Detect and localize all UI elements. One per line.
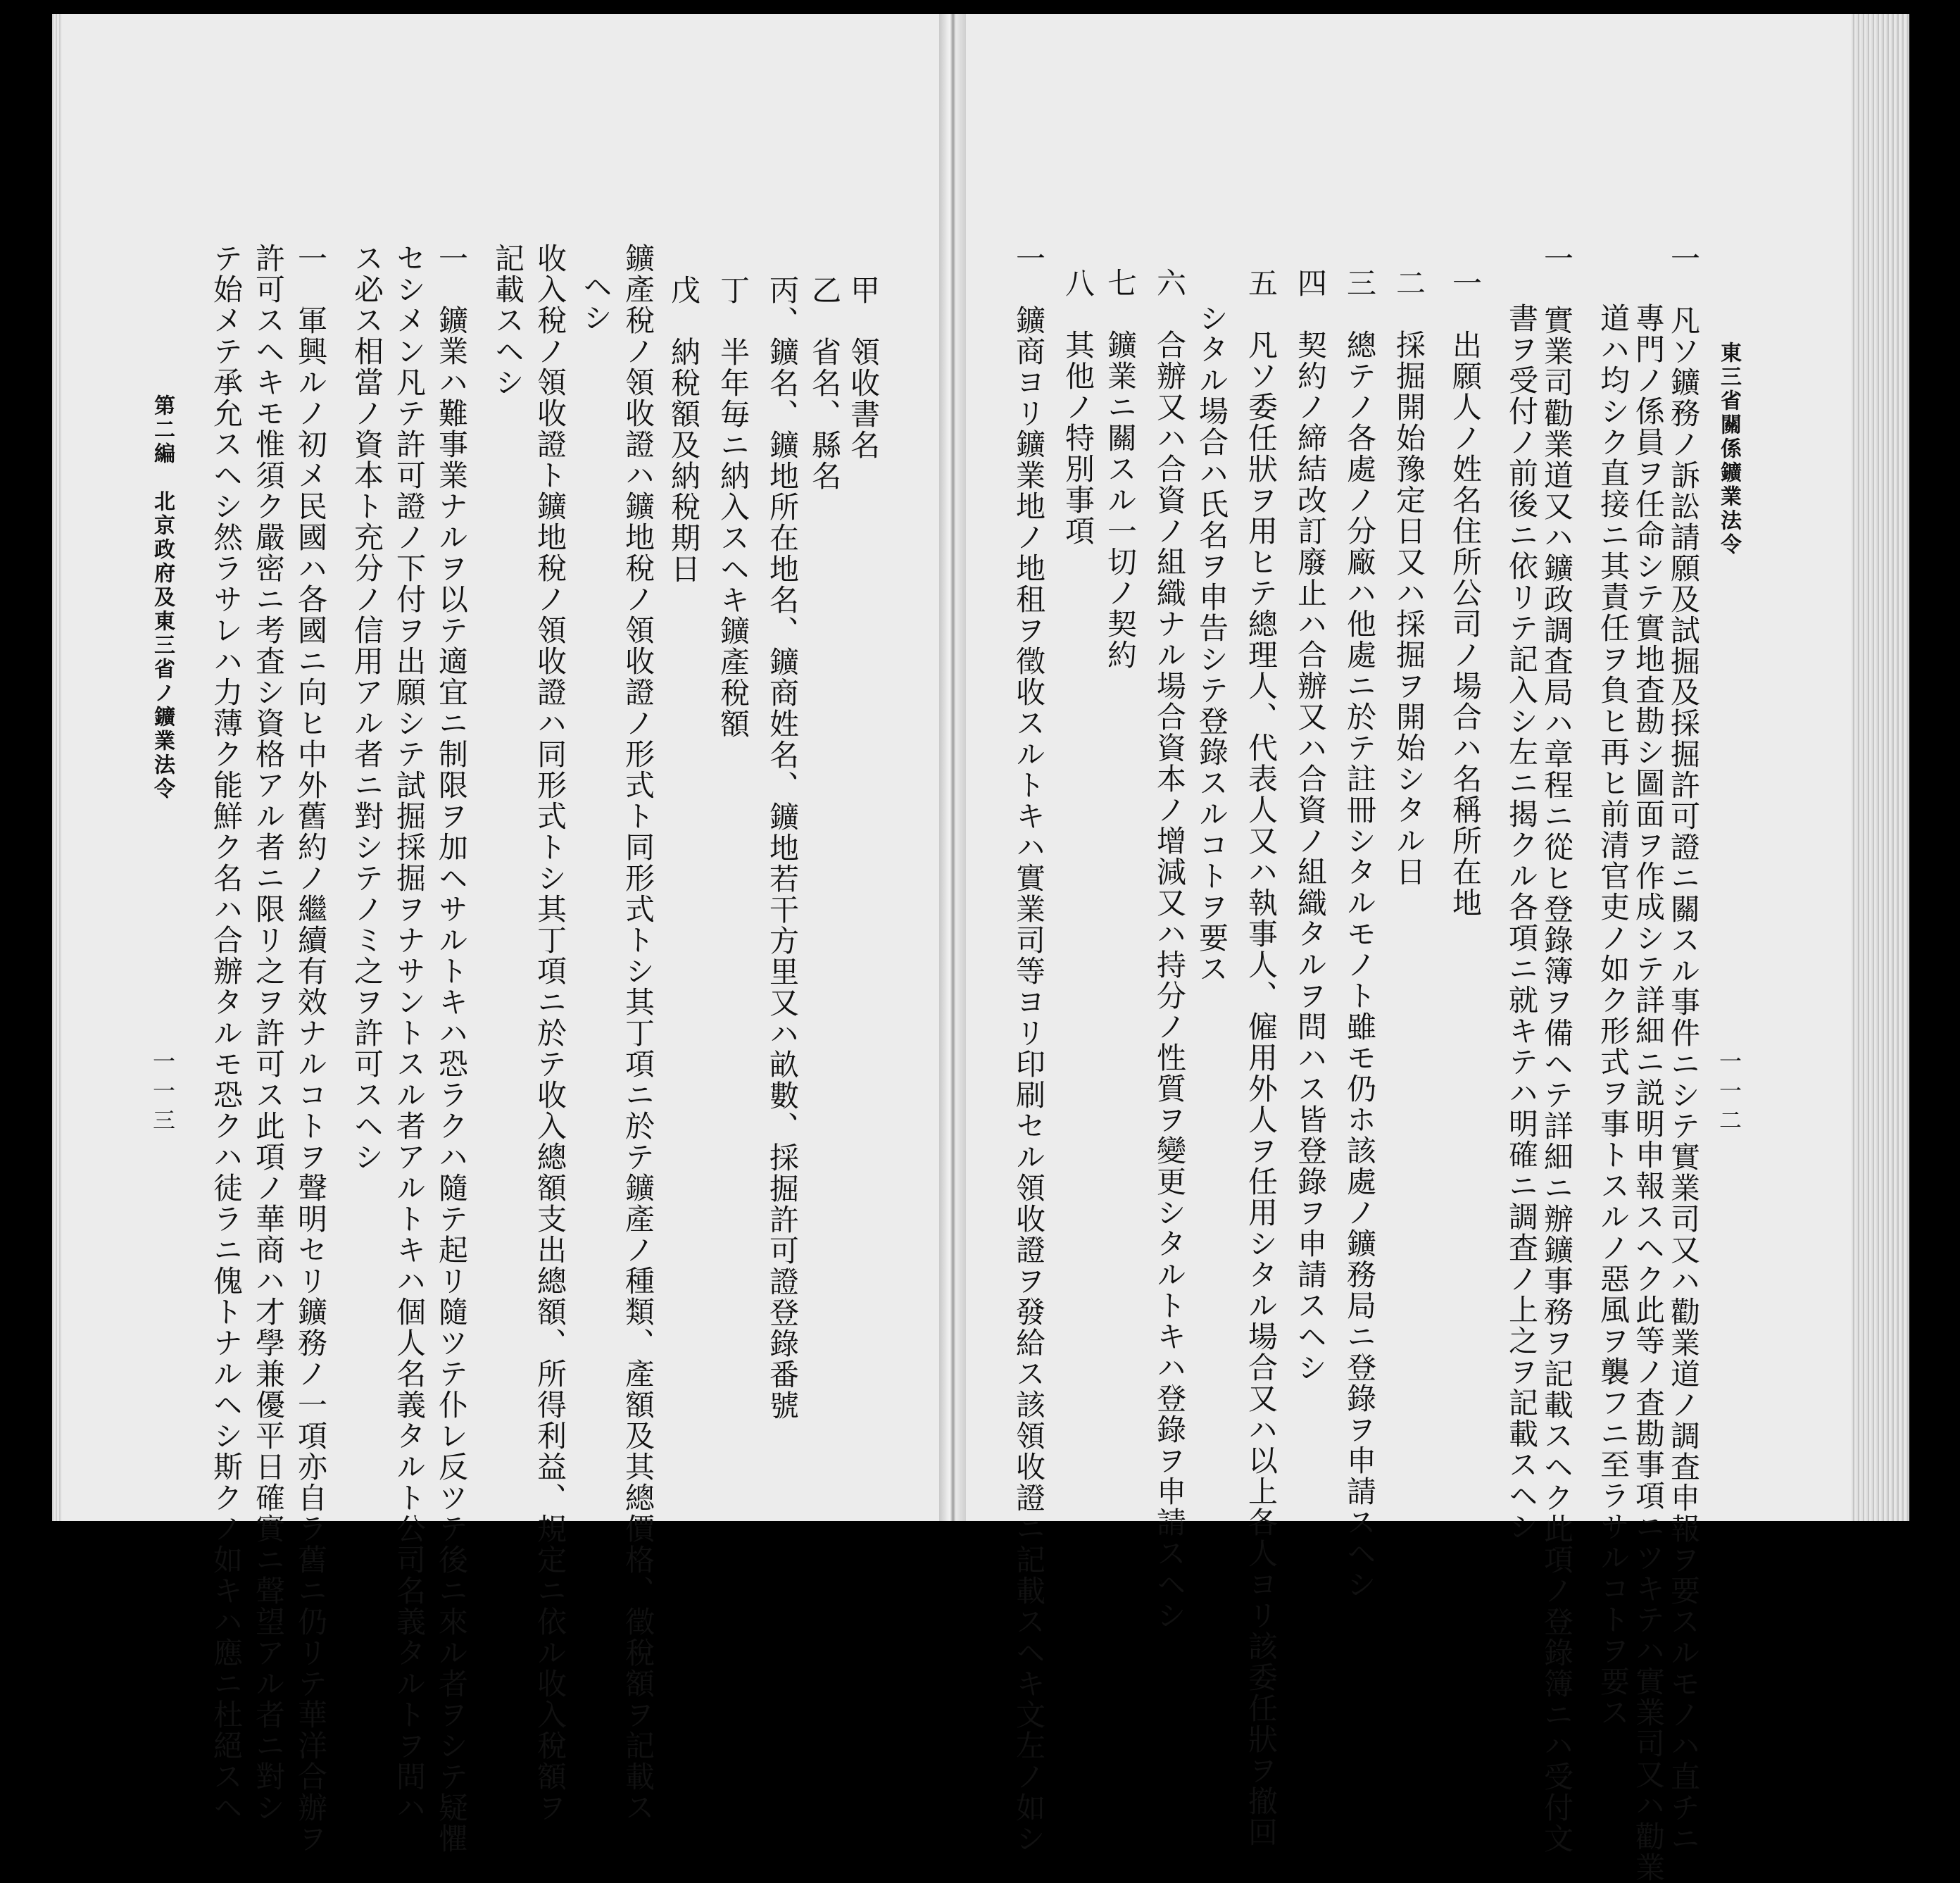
text-column: 一 實業司勸業道又ハ鑛政調査局ハ章程ニ從ヒ登錄簿ヲ備ヘテ詳細ニ辦鑛事務ヲ記載スヘク此項ノ登錄簿ニハ受付文 xyxy=(1540,243,1574,1854)
right-page xyxy=(966,14,1909,1521)
text-column: 一 鑛業ハ難事業ナルヲ以テ適宜ニ制限ヲ加ヘサルトキハ恐ラクハ隨テ起リ隨ツテ仆レ反ツテ後ニ來ル者ヲシテ疑懼 xyxy=(434,243,469,1854)
text-column: ヘシ xyxy=(579,271,613,333)
text-column: 六 合辦又ハ合資ノ組織ナル場合資本ノ增減又ハ持分ノ性質ヲ變更シタルトキハ登錄ヲ申請スヘシ xyxy=(1152,268,1187,1631)
text-column: 三 總テノ各處ノ分廠ハ他處ニ於テ註冊シタルモノト雖モ仍ホ該處ノ鑛務局ニ登錄ヲ申請スヘシ xyxy=(1343,268,1377,1600)
running-header: 東三省關係鑛業法令 xyxy=(1716,342,1741,557)
text-column: 書ヲ受付ノ前後ニ依リテ記入シ左ニ揭クル各項ニ就キテハ明確ニ調査ノ上之ヲ記載スヘシ xyxy=(1504,303,1539,1542)
left-page xyxy=(52,14,939,1521)
book-spine xyxy=(939,14,966,1521)
text-column: 一 鑛商ヨリ鑛業地ノ地租ヲ徵收スルトキハ實業司等ヨリ印刷セル領收證ヲ發給ス該領收證ニ記載スヘキ文左ノ如シ xyxy=(1012,243,1046,1854)
text-column: シタル場合ハ氏名ヲ申告シテ登錄スルコトヲ要ス xyxy=(1195,303,1229,984)
text-column: 鑛產稅ノ領收證ハ鑛地稅ノ領收證ノ形式ト同形式トシ其丁項ニ於テ鑛產ノ種類、產額及其總價格、徵稅額ヲ記載ス xyxy=(621,243,655,1823)
text-column: 五 凡ソ委任狀ヲ用ヒテ總理人、代表人又ハ執事人、僱用外人ヲ任用シタル場合又ハ以上各人ヨリ該委任狀ヲ撤回 xyxy=(1244,268,1279,1848)
left-page-edge xyxy=(52,14,62,1521)
text-column: ス必ス相當ノ資本ト充分ノ信用アル者ニ對シテノミ之ヲ許可スヘシ xyxy=(350,243,384,1172)
page-number-right: 一一二 xyxy=(1716,1049,1742,1138)
text-column: 甲 領收書名 xyxy=(846,275,881,461)
page-number-left: 一一三 xyxy=(149,1049,176,1138)
right-page-edge xyxy=(1852,14,1909,1521)
text-column: 丙、鑛名、鑛地所在地名、鑛商姓名、鑛地若干方里又ハ畝數、採掘許可證登錄番號 xyxy=(765,275,800,1421)
text-column: 乙 省名、縣名 xyxy=(808,275,842,492)
text-column: 二 採掘開始豫定日又ハ採掘ヲ開始シタル日 xyxy=(1392,268,1426,887)
text-column: 戊 納稅額及納稅期日 xyxy=(667,275,701,584)
text-column: 八 其他ノ特別事項 xyxy=(1061,268,1095,546)
text-column: 道ハ均シク直接ニ其責任ヲ負ヒ再ヒ前清官吏ノ如ク形式ヲ事トスルノ惡風ヲ襲フニ至ラサルコトヲ要ス xyxy=(1596,303,1631,1728)
text-column: 記載スヘシ xyxy=(491,243,525,398)
page-footer: 第二編 北京政府及東三省ノ鑛業法令 xyxy=(150,394,175,801)
text-column: 一 凡ソ鑛務ノ訴訟請願及試掘及採掘許可證ニ關スル事件ニシテ實業司又ハ勸業道ノ調査申報ヲ要スルモノハ直チニ xyxy=(1666,243,1701,1854)
text-column: 許可スヘキモ惟須ク嚴密ニ考査シ資格アル者ニ限リ之ヲ許可ス此項ノ華商ハ才學兼優平日確實ニ聲望アル者ニ對シ xyxy=(251,243,286,1823)
text-column: テ始メテ承允スヘシ然ラサレハ力薄ク能鮮ク名ハ合辦タルモ恐クハ徒ラニ傀トナルヘシ斯クノ如キハ應ニ杜絕スヘ xyxy=(209,243,244,1823)
text-column: 收入稅ノ領收證ト鑛地稅ノ領收證ハ同形式トシ其丁項ニ於テ收入總額支出總額、所得利益、規定ニ依ル收入稅額ヲ xyxy=(533,243,567,1823)
text-column: 丁 半年毎ニ納入スヘキ鑛產稅額 xyxy=(716,275,750,739)
text-column: 一 出願人ノ姓名住所公司ノ場合ハ名稱所在地 xyxy=(1448,268,1483,918)
text-column: セシメン凡テ許可證ノ下付ヲ出願シテ試掘採掘ヲナサントスル者アルトキハ個人名義タルト公司名義タルトヲ問ハ xyxy=(392,243,427,1823)
text-column: 專門ノ係員ヲ任命シテ實地査勘シ圖面ヲ作成シテ詳細ニ説明申報スヘク此等ノ査勘事項ニツキテハ實業司又ハ勸業 xyxy=(1631,303,1666,1883)
text-column: 四 契約ノ締結改訂廢止ハ合辦又ハ合資ノ組織タルヲ問ハス皆登錄ヲ申請スヘシ xyxy=(1293,268,1328,1383)
text-column: 一 軍興ルノ初メ民國ハ各國ニ向ヒ中外舊約ノ繼續有效ナルコトヲ聲明セリ鑛務ノ一項亦自ラ舊ニ仍リテ華洋合辦ヲ xyxy=(294,243,328,1854)
text-column: 七 鑛業ニ關スル一切ノ契約 xyxy=(1103,268,1138,670)
